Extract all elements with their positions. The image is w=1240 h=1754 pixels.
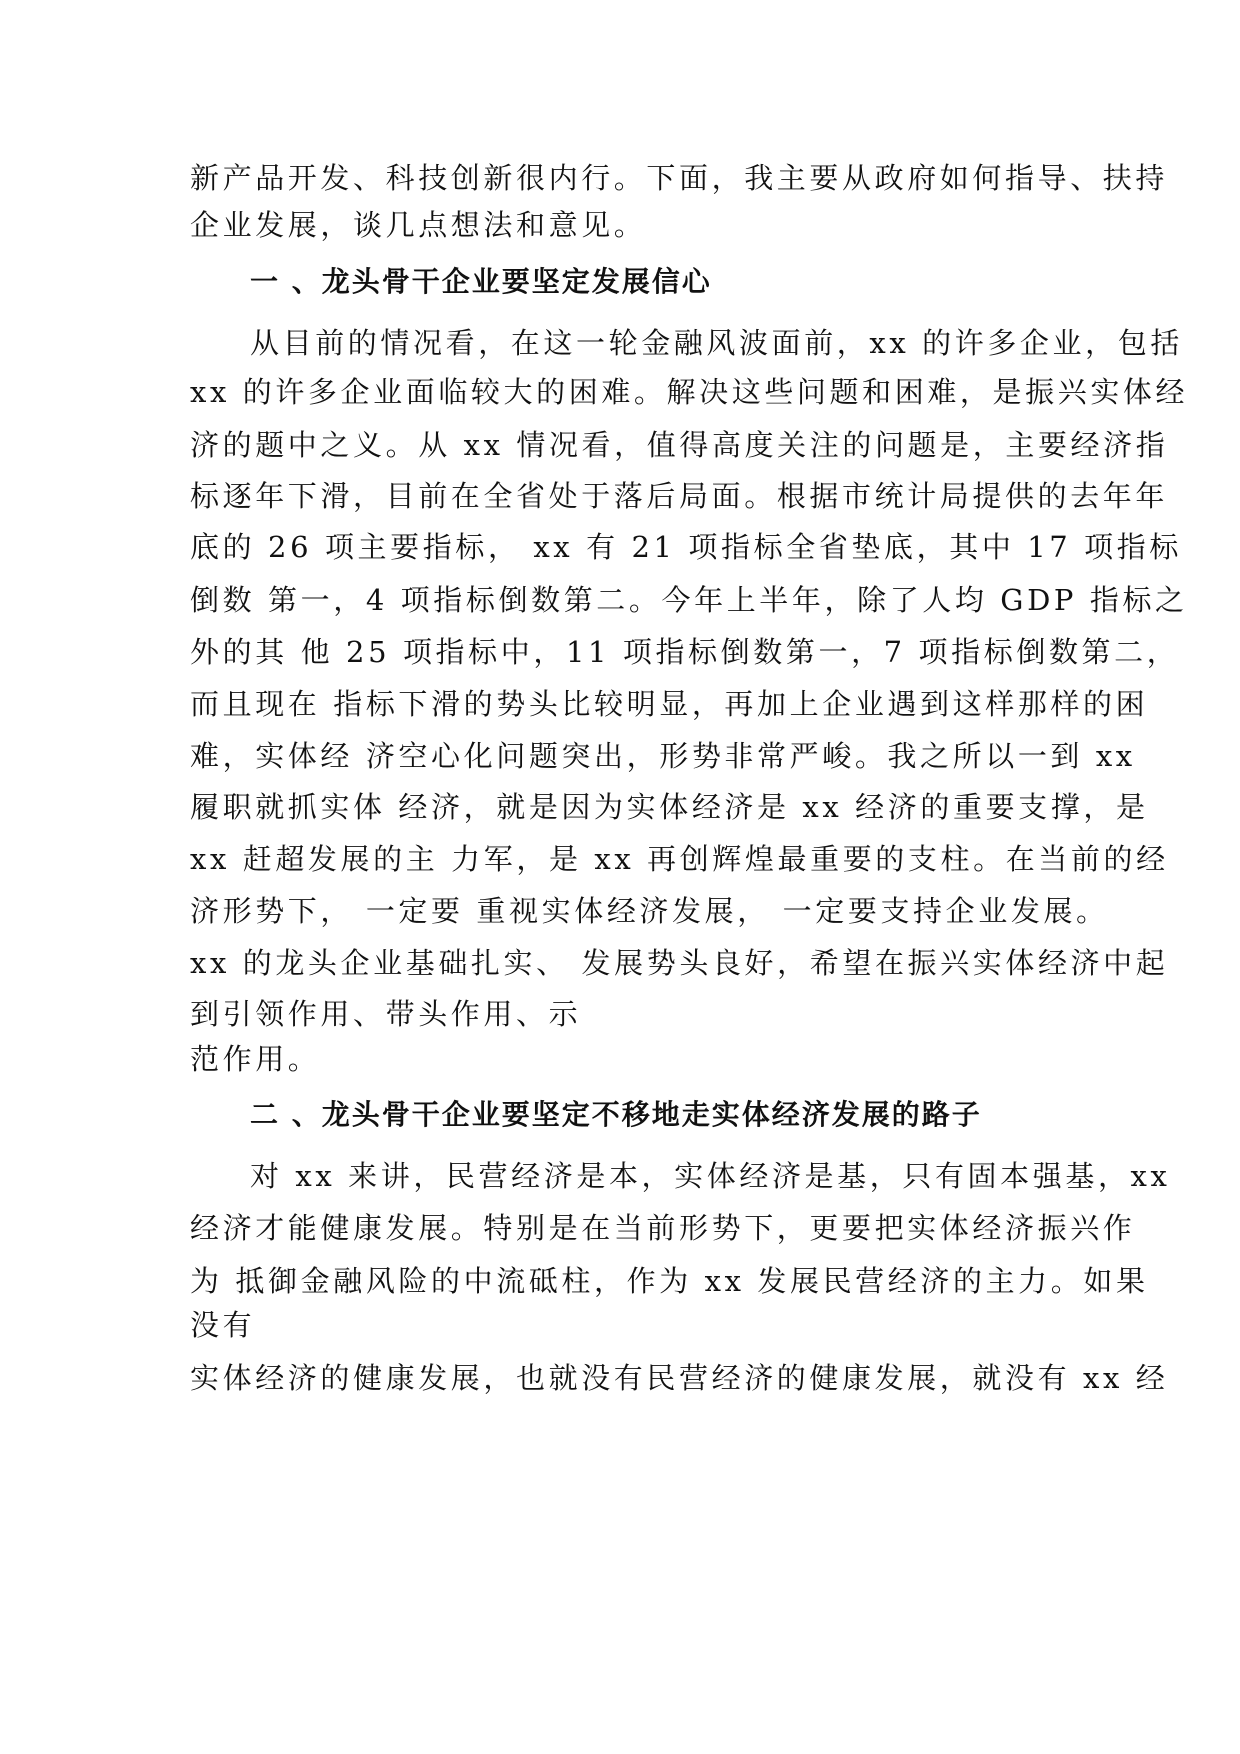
section2-line-5: 实体经济的健康发展，也就没有民营经济的健康发展，就没有 xx 经 — [190, 1361, 1169, 1395]
section2-line-1: 对 xx 来讲，民营经济是本，实体经济是基，只有固本强基，xx — [250, 1159, 1171, 1193]
section1-line-8: 而且现在 指标下滑的势头比较明显，再加上企业遇到这样那样的困 — [190, 687, 1149, 721]
section1-line-1: 从目前的情况看，在这一轮金融风波面前，xx 的许多企业，包括 — [250, 326, 1183, 360]
section2-line-2: 经济才能健康发展。特别是在当前形势下，更要把实体经济振兴作 — [190, 1211, 1136, 1245]
section1-line-11: xx 赶超发展的主 力军，是 xx 再创辉煌最重要的支柱。在当前的经 — [190, 842, 1169, 876]
section-heading-2: 二 、龙头骨干企业要坚定不移地走实体经济发展的路子 — [250, 1098, 982, 1131]
section1-line-5: 底的 26 项主要指标， xx 有 21 项指标全省垫底，其中 17 项指标 — [190, 530, 1182, 564]
section1-line-2: xx 的许多企业面临较大的困难。解决这些问题和困难，是振兴实体经 — [190, 375, 1189, 409]
section1-line-10: 履职就抓实体 经济，就是因为实体经济是 xx 经济的重要支撑，是 — [190, 790, 1149, 824]
section1-line-4: 标逐年下滑，目前在全省处于落后局面。根据市统计局提供的去年年 — [190, 479, 1169, 513]
section1-line-15: 范作用。 — [190, 1042, 321, 1076]
section2-line-4: 没有 — [190, 1308, 256, 1342]
section1-line-12: 济形势下， 一定要 重视实体经济发展， 一定要支持企业发展。 — [190, 894, 1109, 928]
section1-line-3: 济的题中之义。从 xx 情况看，值得高度关注的问题是，主要经济指 — [190, 428, 1169, 462]
section1-line-9: 难，实体经 济空心化问题突出，形势非常严峻。我之所以一到 xx — [190, 739, 1136, 773]
section2-line-3: 为 抵御金融风险的中流砥柱，作为 xx 发展民营经济的主力。如果 — [190, 1264, 1149, 1298]
section-heading-1: 一 、龙头骨干企业要坚定发展信心 — [250, 265, 712, 298]
section1-line-14: 到引领作用、带头作用、示 — [190, 997, 582, 1031]
section1-line-6: 倒数 第一，4 项指标倒数第二。今年上半年，除了人均 GDP 指标之 — [190, 583, 1188, 617]
intro-line-1: 新产品开发、科技创新很内行。下面，我主要从政府如何指导、扶持 — [190, 161, 1169, 195]
section1-line-13: xx 的龙头企业基础扎实、 发展势头良好，希望在振兴实体经济中起 — [190, 946, 1169, 980]
section1-line-7: 外的其 他 25 项指标中，11 项指标倒数第一，7 项指标倒数第二， — [190, 635, 1180, 669]
intro-line-2: 企业发展，谈几点想法和意见。 — [190, 208, 647, 242]
